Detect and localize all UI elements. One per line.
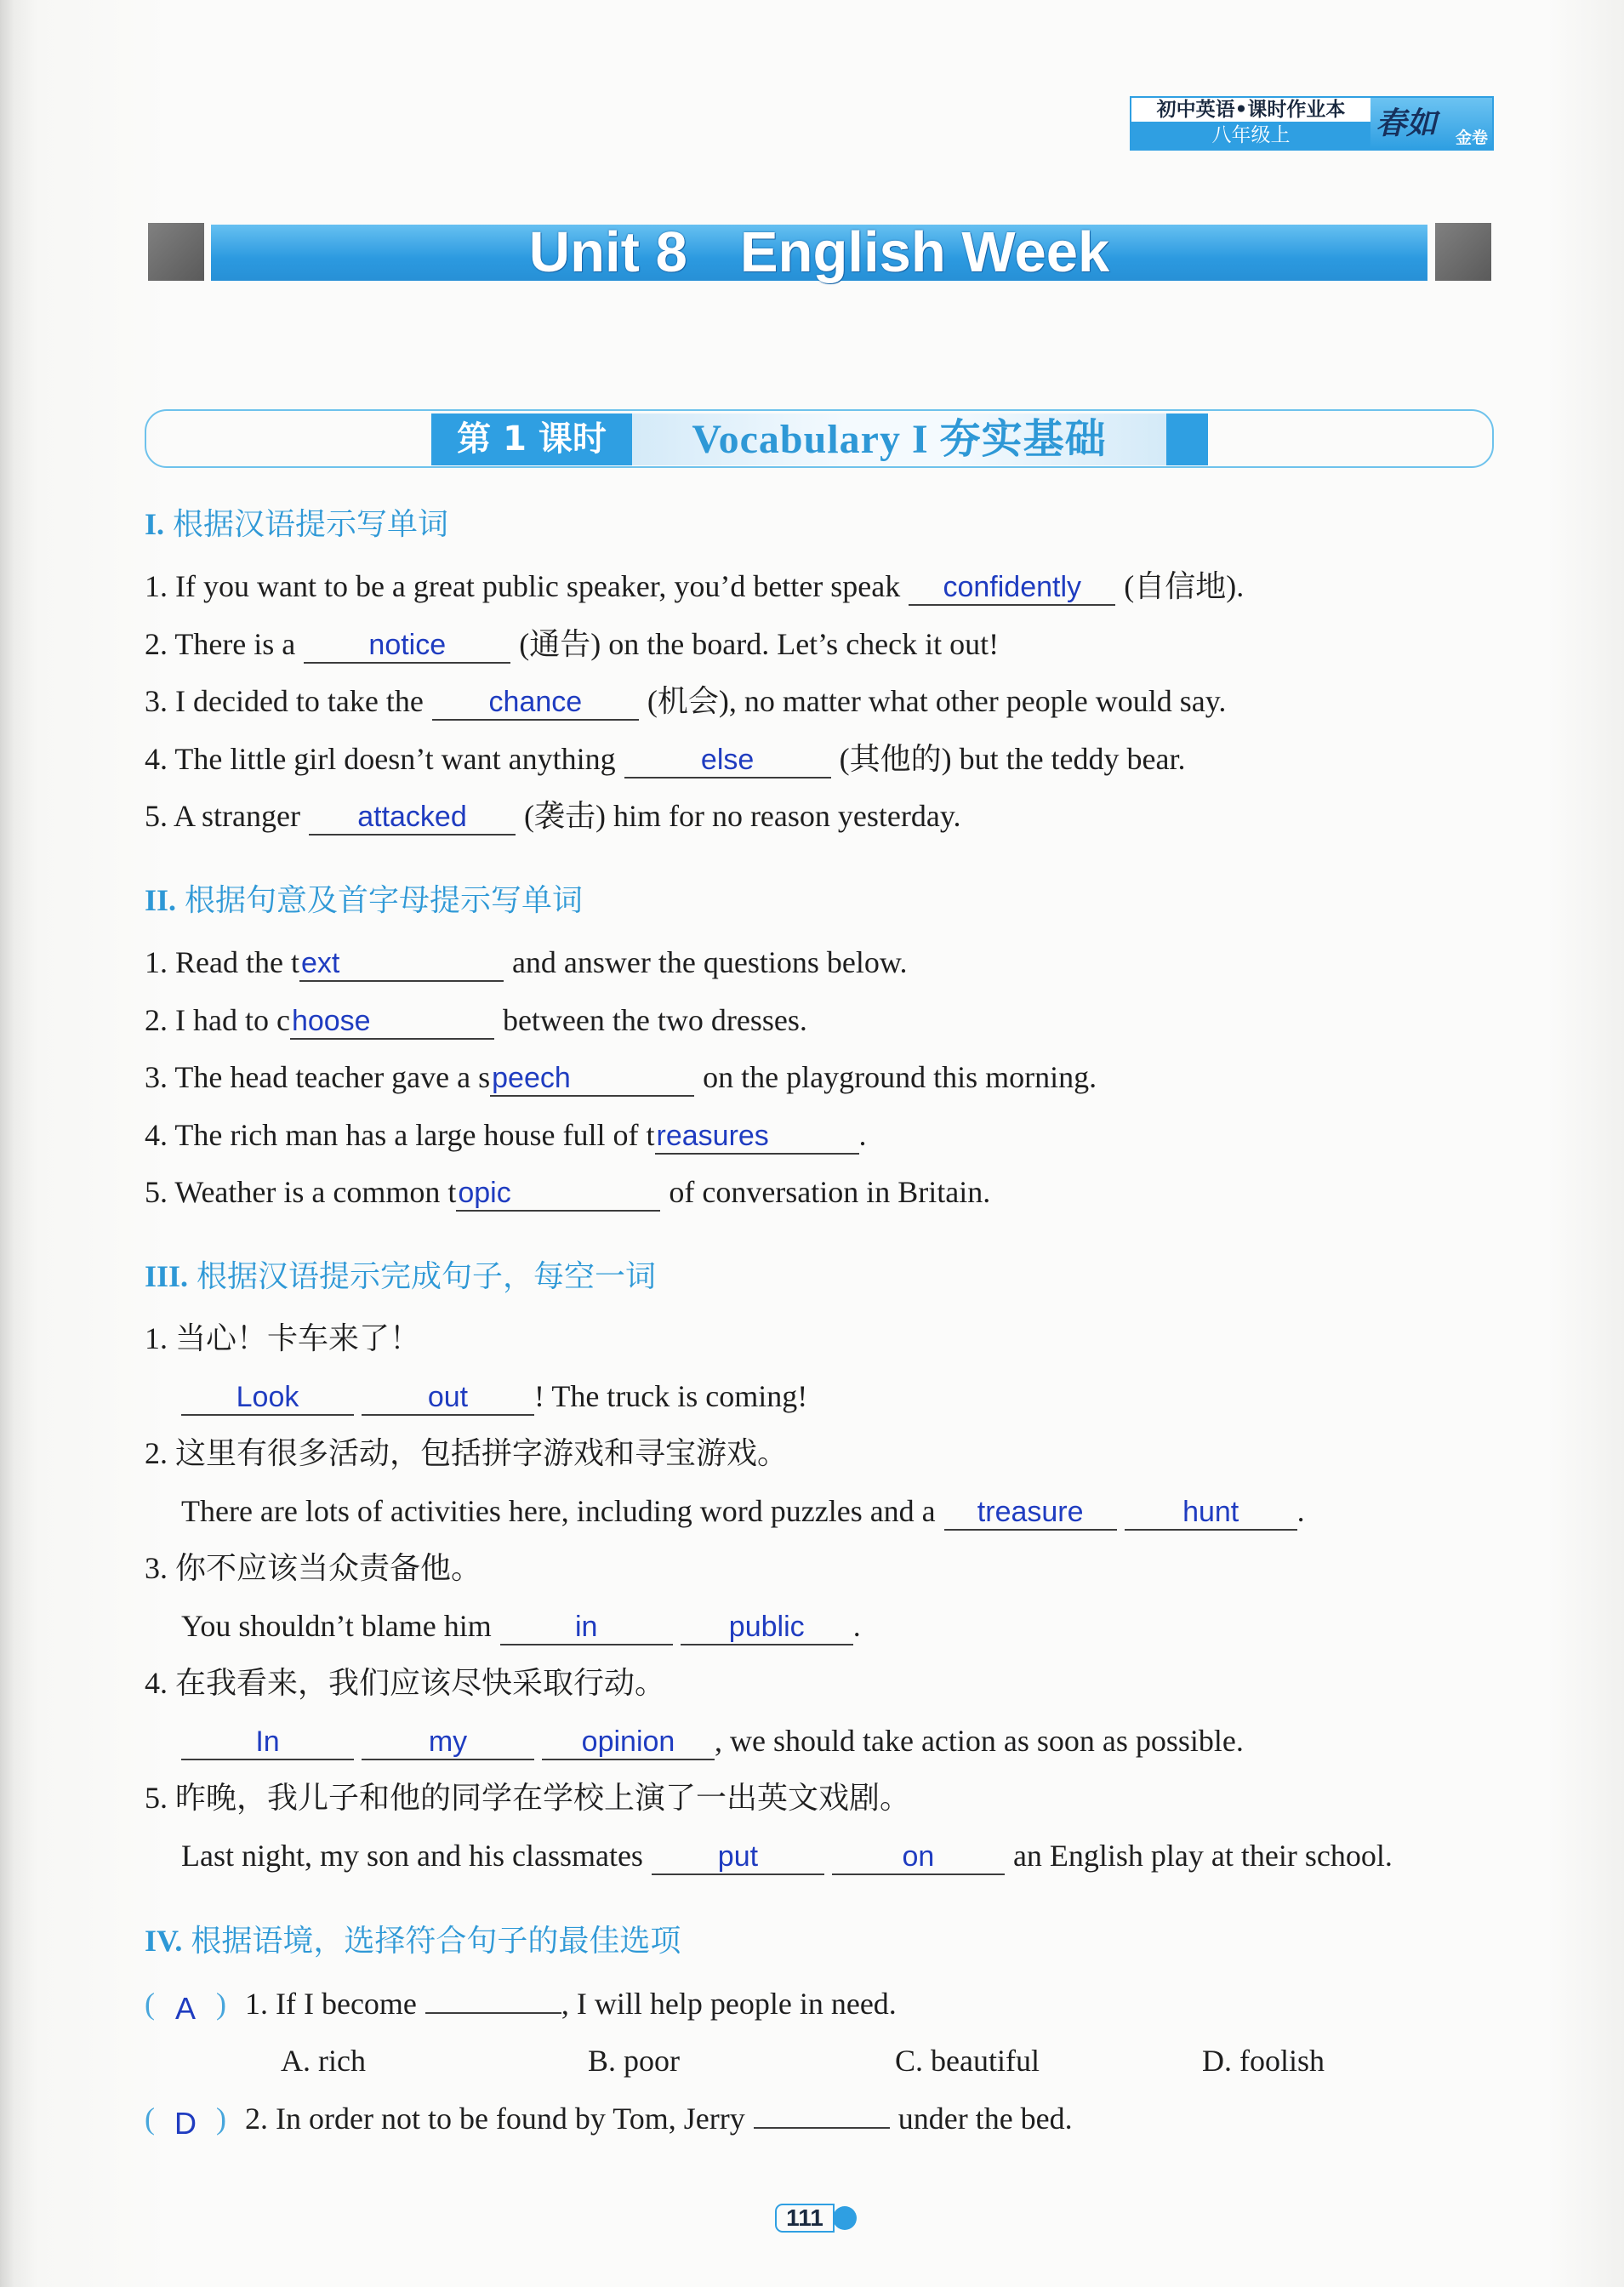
choice-answer: A bbox=[174, 1991, 196, 2026]
chinese-prompt: 2. 这里有很多活动，包括拼字游戏和寻宝游戏。 bbox=[145, 1436, 789, 1470]
item-text: You shouldn’t blame him bbox=[181, 1608, 492, 1643]
question-blank bbox=[754, 2108, 890, 2129]
item-text-after: . bbox=[852, 1608, 861, 1643]
lesson-header bbox=[145, 409, 1494, 468]
section-numeral: II. bbox=[145, 883, 177, 917]
answer-blank: Look bbox=[181, 1380, 354, 1416]
item-text-after: and answer the questions below. bbox=[511, 945, 908, 979]
choice-answer: D bbox=[174, 2106, 197, 2141]
item-text: There are lots of activities here, including word puzzles and a bbox=[181, 1493, 936, 1528]
section-title: 根据语境，选择符合句子的最佳选项 bbox=[191, 1924, 681, 1959]
unit-number: Unit 8 bbox=[528, 220, 687, 284]
series-brand bbox=[1130, 96, 1494, 151]
section-title: 根据汉语提示完成句子，每空一词 bbox=[197, 1259, 657, 1294]
item-hint: (机会), no matter what other people would say. bbox=[647, 684, 1227, 718]
exercise-item bbox=[145, 1975, 1506, 2033]
item-text: 4. The little girl doesn’t want anything bbox=[145, 741, 616, 776]
item-text: Last night, my son and his classmates bbox=[181, 1838, 643, 1873]
item-text-after: of conversation in Britain. bbox=[669, 1175, 991, 1209]
unit-title-banner bbox=[211, 220, 1427, 284]
exercise-item bbox=[145, 1368, 1506, 1426]
exercise-item bbox=[145, 934, 1506, 992]
exercise-item bbox=[145, 1713, 1506, 1771]
section-3 bbox=[145, 1248, 1506, 1885]
unit-name: English Week bbox=[739, 220, 1110, 284]
exercise-item bbox=[145, 1107, 1506, 1165]
section-heading bbox=[145, 496, 1506, 553]
exercise-item bbox=[145, 788, 1506, 846]
section-numeral: IV. bbox=[145, 1924, 183, 1958]
section-heading bbox=[145, 872, 1506, 929]
answer-blank: attacked bbox=[309, 800, 516, 836]
answer-blank: reasures bbox=[655, 1119, 859, 1155]
item-text-after: . bbox=[1296, 1493, 1305, 1528]
question-blank bbox=[425, 1993, 561, 2014]
answer-blank: in bbox=[500, 1610, 673, 1645]
answer-blank: peech bbox=[490, 1061, 694, 1097]
banner-left-block bbox=[148, 223, 204, 281]
item-hint: (袭击) him for no reason yesterday. bbox=[523, 799, 961, 833]
answer-blank: confidently bbox=[909, 570, 1115, 606]
chinese-prompt: 3. 你不应该当众责备他。 bbox=[145, 1551, 482, 1585]
item-text-after: ! The truck is coming! bbox=[534, 1378, 808, 1413]
exercise-item bbox=[145, 1049, 1506, 1107]
section-2 bbox=[145, 872, 1506, 1222]
lesson-end-block bbox=[1166, 413, 1208, 465]
option-d: D. foolish bbox=[1202, 2043, 1325, 2078]
answer-blank: my bbox=[362, 1725, 534, 1760]
item-text-after: , I will help people in need. bbox=[561, 1987, 897, 2021]
section-numeral: III. bbox=[145, 1259, 189, 1293]
page-number-dot bbox=[833, 2206, 857, 2230]
chinese-prompt: 4. 在我看来，我们应该尽快采取行动。 bbox=[145, 1666, 666, 1700]
item-text-after: an English play at their school. bbox=[1012, 1838, 1393, 1873]
section-4 bbox=[145, 1913, 1506, 2147]
item-text: 3. The head teacher gave a s bbox=[145, 1060, 491, 1094]
answer-blank: opinion bbox=[542, 1725, 715, 1760]
answer-blank: In bbox=[181, 1725, 354, 1760]
answer-blank: hunt bbox=[1125, 1495, 1297, 1531]
section-title: 根据句意及首字母提示写单词 bbox=[185, 883, 584, 918]
answer-blank: opic bbox=[456, 1176, 660, 1212]
grade-label: 八年级上 bbox=[1131, 122, 1370, 149]
section-1 bbox=[145, 496, 1506, 846]
option-c: C. beautiful bbox=[895, 2043, 1040, 2078]
exercise-item bbox=[145, 616, 1506, 674]
exercise-item bbox=[145, 1598, 1506, 1656]
banner-right-block bbox=[1435, 223, 1491, 281]
item-text: 4. The rich man has a large house full of t bbox=[145, 1117, 655, 1152]
logo-main-text: 春如 bbox=[1376, 106, 1438, 141]
option-b: B. poor bbox=[588, 2043, 680, 2078]
page-number bbox=[775, 2203, 857, 2233]
item-text: 2. I had to c bbox=[145, 1002, 290, 1037]
series-info bbox=[1131, 98, 1370, 149]
answer-blank: ext bbox=[299, 946, 504, 982]
item-text-after: on the playground this morning. bbox=[703, 1060, 1097, 1094]
item-text-after: . bbox=[858, 1117, 867, 1152]
section-heading bbox=[145, 1913, 1506, 1970]
answer-blank: on bbox=[832, 1839, 1005, 1875]
item-text: 2. In order not to be found by Tom, Jerry bbox=[245, 2102, 745, 2136]
item-hint: (自信地). bbox=[1124, 569, 1245, 603]
item-text: 2. There is a bbox=[145, 626, 296, 661]
lesson-period: 第 1 课时 bbox=[431, 413, 632, 465]
item-hint: (通告) on the board. Let’s check it out! bbox=[519, 626, 1000, 661]
answer-blank: public bbox=[681, 1610, 853, 1645]
answer-blank: chance bbox=[432, 685, 639, 721]
item-text: 1. If I become bbox=[245, 1987, 417, 2021]
answer-blank: treasure bbox=[944, 1495, 1117, 1531]
item-text-after: between the two dresses. bbox=[502, 1002, 807, 1037]
brand-logo bbox=[1370, 98, 1492, 149]
bracket-open: ( bbox=[145, 2102, 155, 2136]
item-text: 5. A stranger bbox=[145, 799, 300, 833]
logo-sub-text: 金卷 bbox=[1455, 128, 1488, 147]
section-title: 根据汉语提示写单词 bbox=[173, 507, 449, 542]
page-number-text: 111 bbox=[775, 2204, 835, 2233]
chinese-prompt: 1. 当心！卡车来了！ bbox=[145, 1321, 421, 1355]
chinese-prompt: 5. 昨晚，我儿子和他的同学在学校上演了一出英文戏剧。 bbox=[145, 1781, 911, 1815]
option-list bbox=[145, 2033, 1506, 2090]
exercise-item bbox=[145, 1483, 1506, 1541]
item-hint: (其他的) but the teddy bear. bbox=[839, 741, 1186, 776]
exercise-item bbox=[145, 992, 1506, 1050]
answer-blank: else bbox=[624, 743, 831, 778]
answer-blank: out bbox=[362, 1380, 534, 1416]
answer-blank: hoose bbox=[290, 1004, 494, 1040]
item-text: 1. Read the t bbox=[145, 945, 299, 979]
answer-blank: put bbox=[652, 1839, 824, 1875]
exercise-item bbox=[145, 1164, 1506, 1222]
item-text: 5. Weather is a common t bbox=[145, 1175, 457, 1209]
bracket-open: ( bbox=[145, 1987, 155, 2021]
exercise-item bbox=[145, 2090, 1506, 2147]
bracket-close: ) bbox=[216, 1987, 226, 2021]
section-heading bbox=[145, 1248, 1506, 1305]
item-text-after: under the bed. bbox=[897, 2102, 1073, 2136]
exercise-item bbox=[145, 558, 1506, 616]
series-title: 初中英语•课时作业本 bbox=[1131, 98, 1370, 122]
exercise-item bbox=[145, 731, 1506, 789]
lesson-title: Vocabulary I 夯实基础 bbox=[632, 413, 1166, 465]
item-text: 3. I decided to take the bbox=[145, 684, 424, 718]
bracket-close: ) bbox=[216, 2102, 226, 2136]
item-text: 1. If you want to be a great public speaker, you’d better speak bbox=[145, 569, 901, 603]
item-text-after: , we should take action as soon as possible. bbox=[715, 1723, 1244, 1758]
answer-bracket bbox=[145, 1975, 245, 2033]
exercise-item bbox=[145, 673, 1506, 731]
section-numeral: I. bbox=[145, 507, 165, 541]
exercise-item bbox=[145, 1828, 1506, 1885]
option-a: A. rich bbox=[281, 2043, 366, 2078]
answer-blank: notice bbox=[304, 628, 510, 664]
answer-bracket bbox=[145, 2090, 245, 2148]
